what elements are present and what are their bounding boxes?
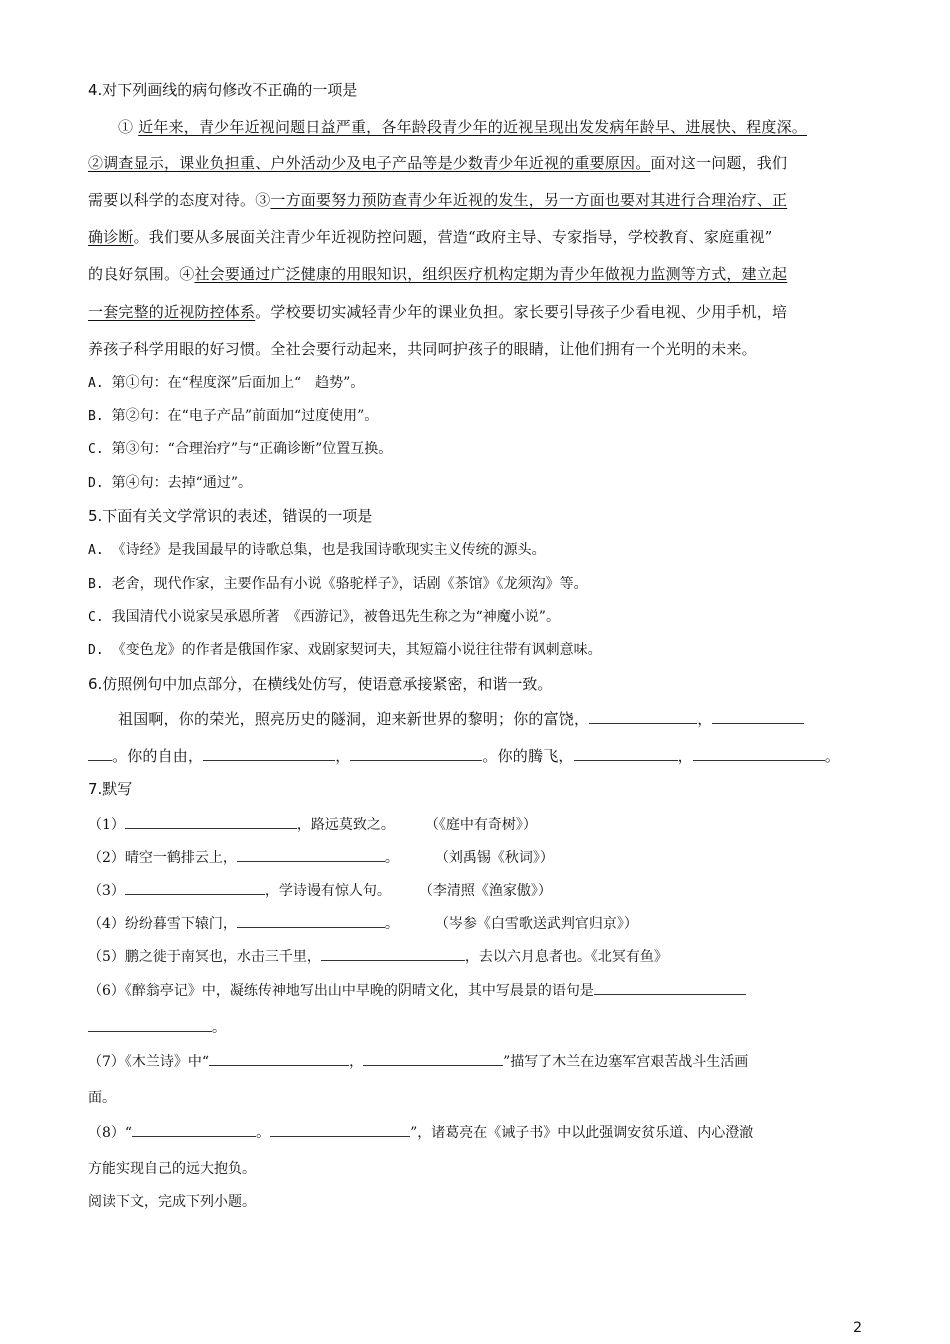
q6-blank-4[interactable] [350,746,482,761]
q4-p4-text: 。我们要从多展面关注青少年近视防控问题，营造“政府主导、专家指导，学校教育、家庭重视” [133,228,773,246]
q4-passage-line-2 [88,153,787,173]
q7-blank-6a[interactable] [594,980,746,995]
q4-passage-line-6 [88,302,787,322]
q4-option-c[interactable]: C. 第③句：“合理治疗”与“正确诊断”位置互换。 [88,441,393,457]
q4-option-a[interactable]: A. 第①句：在“程度深”后面加上“ 趋势”。 [88,375,365,391]
q7-item-number: （6） [88,983,125,999]
q7-blank-7b[interactable] [363,1051,503,1066]
q7-blank-6b[interactable] [88,1017,212,1032]
q7-item-8 [88,1122,753,1143]
q4-p1-underlined: 近年来，青少年近视问题日益严重，各年龄段青少年的近视呈现出发发病年龄早、进展快、程度深。 [138,118,807,136]
q7-item-6-cont [88,1017,226,1038]
q6-blank-6[interactable] [693,746,825,761]
q7-item-number: （7） [88,1054,125,1070]
q4-p2-text: 面对这一问题，我们 [650,154,788,172]
q7-item-text: 《木兰诗》中“ [124,1054,210,1070]
q7-title: 7.默写 [88,780,133,798]
q7-item-number: （3） [88,883,125,899]
q7-item-2 [88,847,554,868]
q5-title: 5.下面有关文学常识的表述，错误的一项是 [88,507,373,525]
q6-line-1 [118,709,804,729]
q4-p6-text: 。学校要切实减轻青少年的课业负担。家长要引导孩子少看电视、少用手机，培 [255,303,788,321]
q6-period: 。 [824,747,841,765]
q7-item-number: （8） [88,1125,125,1141]
q6-blank-1[interactable] [589,709,697,724]
reading-prompt: 阅读下文，完成下列小题。 [88,1194,256,1210]
q7-blank-7a[interactable] [209,1051,349,1066]
q4-p1-marker: ① [118,118,139,136]
q7-item-6 [88,980,746,1001]
q7-item-text: ， [349,1054,364,1070]
q7-item-text: 。 [256,1125,271,1141]
q7-item-text: ，学诗谩有惊人句。 [264,883,391,899]
q7-item-text: 鹏之徙于南冥也，水击三千里， [124,949,321,965]
q7-item-number: （1） [88,817,125,833]
q7-item-text: 。 [384,850,399,866]
q5-option-d[interactable]: D. 《变色龙》的作者是俄国作家、戏剧家契诃夫，其短篇小说往往带有讽刺意味。 [88,642,602,658]
q4-p4-underlined: 确诊断 [88,228,134,246]
q4-passage-line-4 [88,227,773,247]
q4-passage-line-1 [118,117,807,137]
q4-p5-underlined: 社会要通过广泛健康的用眼知识，组织医疗机构定期为青少年做视力监测等方式，建立起 [194,265,788,283]
q7-item-7-cont: 面。 [88,1090,116,1106]
q4-title: 4.对下列画线的病句修改不正确的一项是 [88,81,358,99]
q7-item-text: 纷纷暮雪下辕门， [124,916,237,932]
q7-blank-1[interactable] [125,814,297,829]
q5-option-c[interactable]: C. 我国清代小说家吴承恩所著 《西游记》，被鲁迅先生称之为“神魔小说”。 [88,609,560,625]
q7-item-text: 晴空一鹤排云上， [124,850,237,866]
q7-item-source: （《庭中有奇树》） [424,817,537,833]
q7-item-text: “ [124,1125,133,1141]
q7-blank-3[interactable] [125,880,265,895]
q4-p5-text: 的良好氛围。④ [88,265,195,283]
q4-passage-line-5 [88,264,787,284]
q4-option-b[interactable]: B. 第②句：在“电子产品”前面加“过度使用”。 [88,408,379,424]
q4-p6-underlined: 一套完整的近视防控体系 [88,303,256,321]
q7-item-text: ，去以六月息者也。《北冥有鱼》 [464,949,668,965]
q7-item-3 [88,880,552,901]
q7-item-text: ”描写了木兰在边塞军宫艰苦战斗生活画 [503,1054,749,1070]
q6-comma: ， [677,747,693,765]
q7-item-7 [88,1051,748,1072]
q4-option-d[interactable]: D. 第④句：去掉“通过”。 [88,475,252,491]
q5-option-a[interactable]: A. 《诗经》是我国最早的诗歌总集，也是我国诗歌现实主义传统的源头。 [88,542,546,558]
q7-item-number: （2） [88,850,125,866]
q6-blank-3[interactable] [203,746,335,761]
q7-item-5 [88,946,668,967]
q7-item-text: 。 [384,916,399,932]
q7-item-source: （李清照《渔家傲》） [418,883,552,899]
page-number: 2 [853,1320,862,1336]
q6-comma: ， [697,710,713,728]
q4-passage-line-7: 养孩子科学用眼的好习惯。全社会要行动起来，共同呵护孩子的眼睛，让他们拥有一个光明的未来。 [88,340,757,358]
q6-title: 6.仿照例句中加点部分，在横线处仿写，使语意承接紧密，和谐一致。 [88,675,553,693]
q7-item-text: ”，诸葛亮在《诫子书》中以此强调安贫乐道、内心澄澈 [410,1125,754,1141]
q4-passage-line-3 [88,190,787,210]
q4-p2-underlined: ②调查显示，课业负担重、户外活动少及电子产品等是少数青少年近视的重要原因。 [88,154,651,172]
q7-item-source: （岑参《白雪歌送武判官归京》） [434,916,638,932]
q7-item-number: （4） [88,916,125,932]
q6-freedom-text: 。你的自由， [112,747,204,765]
q7-item-number: （5） [88,949,125,965]
q7-item-4 [88,913,638,934]
q7-item-8-cont: 方能实现自己的远大抱负。 [88,1161,256,1177]
q6-blank-5[interactable] [574,746,678,761]
q7-blank-5[interactable] [321,946,465,961]
q7-blank-8b[interactable] [270,1122,410,1137]
q7-blank-4[interactable] [237,913,385,928]
q6-line-2 [88,746,840,766]
q7-blank-8a[interactable] [132,1122,256,1137]
q4-p3-text: 需要以科学的态度对待。③ [88,191,271,209]
q6-comma: ， [335,747,351,765]
q6-blank-2b[interactable] [88,746,112,761]
q7-item-text: ，路远莫致之。 [296,817,395,833]
q6-soaring-text: 。你的腾飞， [482,747,574,765]
q6-example-text: 祖国啊，你的荣光，照亮历史的隧洞，迎来新世界的黎明；你的富饶， [118,710,590,728]
q7-item-text: 。 [212,1020,226,1036]
q7-item-source: （刘禹锡《秋词》） [434,850,554,866]
q7-item-1 [88,814,537,835]
q7-item-text: 《醉翁亭记》中，凝练传神地写出山中早晚的阴晴文化，其中写晨景的语句是 [124,983,594,999]
q5-option-b[interactable]: B. 老舍，现代作家，主要作品有小说《骆驼样子》，话剧《茶馆》《龙须沟》等。 [88,576,588,592]
q7-blank-2[interactable] [237,847,385,862]
q4-p3-underlined: 一方面要努力预防查青少年近视的发生，另一方面也要对其进行合理治疗、正 [270,191,788,209]
q6-blank-2a[interactable] [712,709,804,724]
